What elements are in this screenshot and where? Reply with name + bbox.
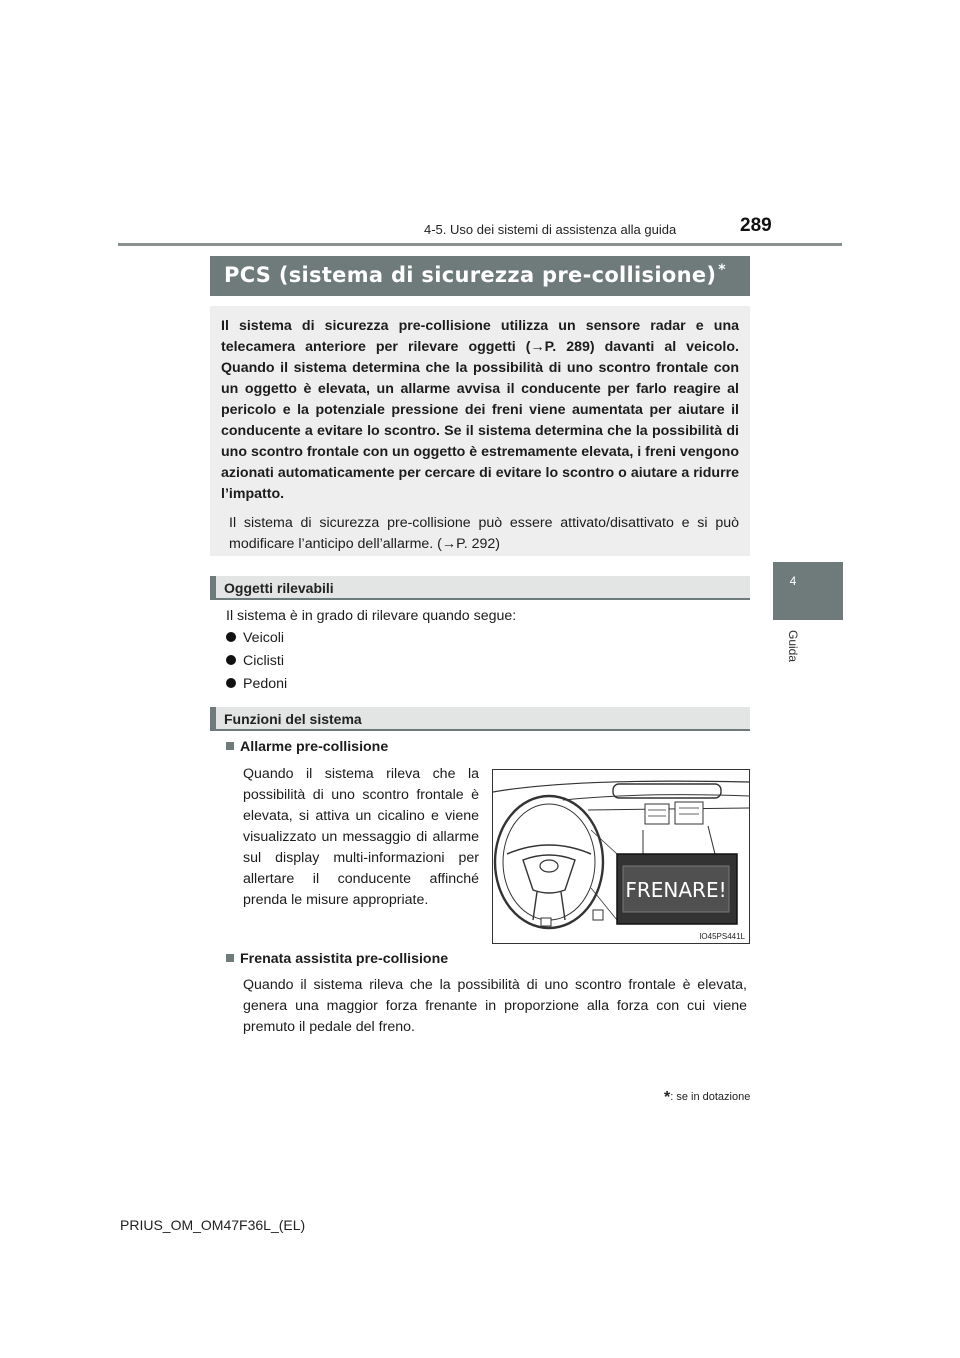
bullet-icon — [226, 678, 236, 688]
brake-assist-description: Quando il sistema rileva che la possibilità di uno scontro frontale è elevata, genera una maggior forza frenante in proporzione alla forza con cui viene premuto il pedale del freno. — [243, 977, 747, 1035]
dashboard-drawing — [493, 770, 749, 943]
section-reference: 4-5. Uso dei sistemi di assistenza alla guida — [424, 222, 677, 237]
detectable-lead: Il sistema è in grado di rilevare quando segue: — [226, 608, 517, 624]
list-item: Pedoni — [226, 676, 287, 692]
chapter-label: Guida — [786, 630, 800, 663]
title-asterisk: * — [718, 262, 726, 278]
section-title-bar — [210, 256, 750, 296]
subheading-system-functions: Funzioni del sistema — [210, 707, 750, 731]
dashboard-illustration — [492, 769, 750, 944]
list-item: Veicoli — [226, 630, 284, 646]
header-rule — [118, 243, 842, 246]
intro-paragraph: Il sistema di sicurezza pre-collisione utilizza un sensore radar e una telecamera anteriore per rilevare oggetti (→P. 289) davanti al veicolo. Quando il sistema determina che la possibilità di uno scontro frontale con un oggetto è elevata, un allarme avvisa il conducente per farlo reagire al pericolo e la potenziale pressione dei freni viene aumentata per aiutare il conducente a evitare lo scontro. Se il sistema determina che la possibilità di uno scontro frontale con un oggetto è estremamente elevata, i freni vengono azionati automaticamente per cercare di evitare lo scontro o aiutare a ridurre l’impatto. — [221, 318, 739, 502]
list-item: Ciclisti — [226, 653, 284, 669]
section-title: PCS (sistema di sicurezza pre-collisione) * — [224, 262, 726, 287]
footnote-asterisk: * — [664, 1089, 671, 1106]
feature-title-brake-assist: Frenata assistita pre-collisione — [226, 951, 448, 967]
square-bullet-icon — [226, 954, 234, 962]
chapter-tab — [773, 562, 843, 620]
bullet-icon — [226, 655, 236, 665]
intro-note: Il sistema di sicurezza pre-collisione può essere attivato/disattivato e si può modificare l’anticipo dell’allarme. (→P. 292) — [229, 515, 739, 552]
document-id: PRIUS_OM_OM47F36L_(EL) — [120, 1217, 306, 1233]
square-bullet-icon — [226, 742, 234, 750]
bullet-icon — [226, 632, 236, 642]
alarm-description: Quando il sistema rileva che la possibilità di uno scontro frontale è elevata, si attiva un cicalino e viene visualizzato un messaggio di allarme sul display multi-informazioni per allertare il conducente affinché prenda le misure appropriate. — [243, 766, 479, 908]
page-number: 289 — [740, 215, 772, 236]
chapter-number: 4 — [789, 574, 797, 588]
feature-title-alarm: Allarme pre-collisione — [226, 739, 388, 755]
figure-code: IO45PS441L — [699, 932, 745, 941]
subheading-detectable-objects: Oggetti rilevabili — [210, 576, 750, 600]
display-message: FRENARE! — [625, 878, 727, 902]
intro-box — [210, 306, 750, 556]
footnote: *: se in dotazione — [664, 1089, 751, 1106]
